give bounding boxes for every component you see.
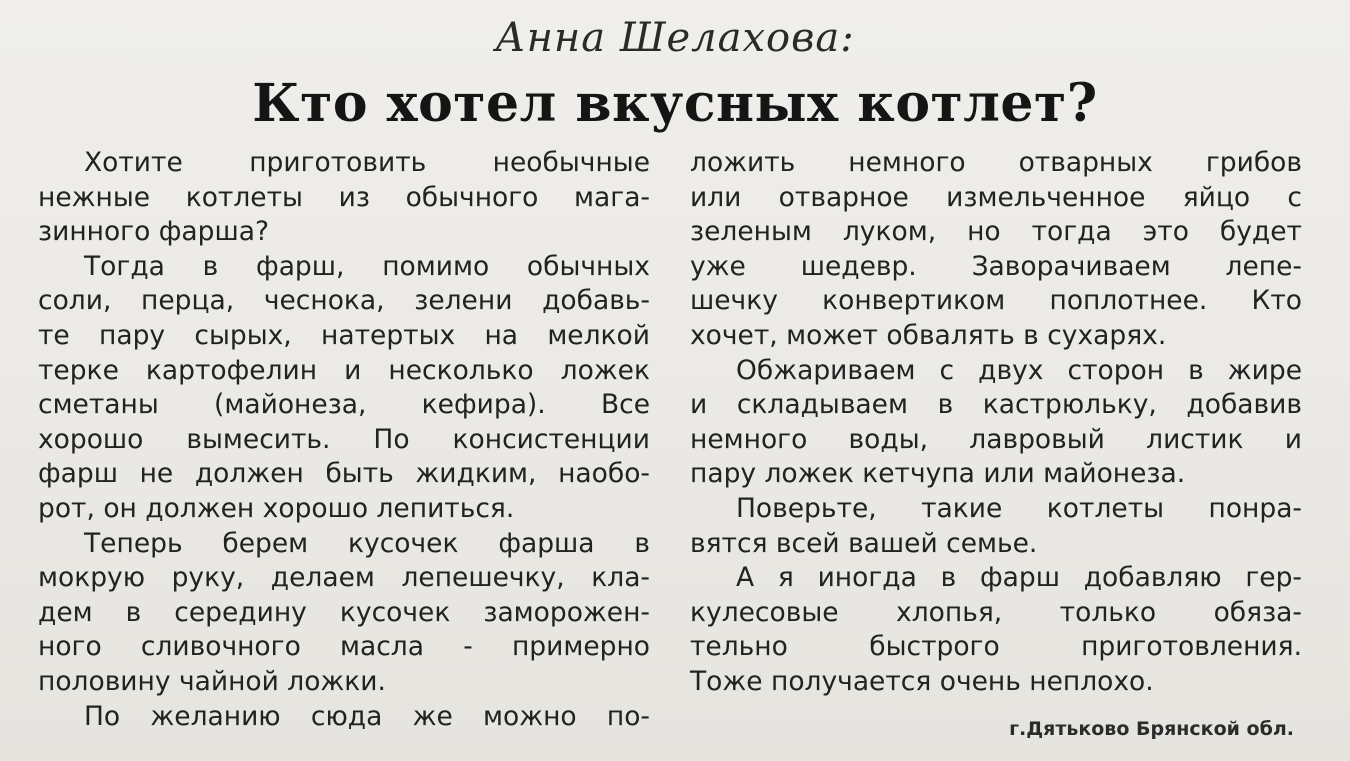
text-line: ложить немного отварных грибов	[690, 147, 1302, 178]
text-line: сметаны (майонеза, кефира). Все	[38, 389, 650, 421]
text-line: дем в середину кусочек заморожен-	[38, 596, 650, 628]
article-source-location: г.Дятьково Брянской обл.	[1009, 718, 1294, 740]
text-line: Тогда в фарш, помимо обычных	[84, 250, 650, 282]
text-line: Хотите приготовить необычные	[84, 147, 650, 178]
text-line: рот, он должен хорошо лепиться.	[38, 492, 515, 524]
text-line: те пару сырых, натертых на мелкой	[38, 319, 650, 351]
text-line: зинного фарша?	[38, 216, 270, 248]
text-line: мокрую руку, делаем лепешечку, кла-	[38, 562, 650, 594]
text-line: шечку конвертиком поплотнее. Кто	[690, 285, 1302, 317]
text-line: и складываем в кастрюльку, добавив	[690, 389, 1302, 421]
text-line: нежные котлеты из обычного мага-	[38, 181, 650, 213]
text-line: Тоже получается очень неплохо.	[690, 665, 1154, 697]
text-line: уже шедевр. Заворачиваем лепе-	[690, 250, 1302, 282]
text-line: ного сливочного масла - примерно	[38, 631, 650, 663]
text-line: фарш не должен быть жидким, наобо-	[38, 458, 650, 490]
text-line: или отварное измельченное яйцо с	[690, 181, 1302, 213]
text-line: тельно быстрого приготовления.	[690, 631, 1302, 663]
text-line: пару ложек кетчупа или майонеза.	[690, 458, 1186, 490]
text-line: хорошо вымесить. По консистенции	[38, 423, 650, 455]
article-headline: Кто хотел вкусных котлет?	[252, 73, 1098, 134]
text-line: Поверьте, такие котлеты понра-	[736, 492, 1302, 524]
article-column-left	[38, 146, 650, 734]
text-line: По желанию сюда же можно по-	[84, 700, 650, 732]
text-line: Обжариваем с двух сторон в жире	[736, 354, 1302, 386]
text-line: соли, перца, чеснока, зелени добавь-	[38, 285, 650, 317]
text-line: вятся всей вашей семье.	[690, 527, 1038, 559]
text-line: кулесовые хлопья, только обяза-	[690, 596, 1302, 628]
text-line: А я иногда в фарш добавляю гер-	[736, 562, 1302, 594]
text-line: терке картофелин и несколько ложек	[38, 354, 650, 386]
text-line: зеленым луком, но тогда это будет	[690, 216, 1302, 248]
author-name: Анна Шелахова:	[495, 15, 855, 61]
text-line: половину чайной ложки.	[38, 665, 386, 697]
article-column-right	[690, 146, 1302, 700]
text-line: хочет, может обвалять в сухарях.	[690, 319, 1167, 351]
text-line: Теперь берем кусочек фарша в	[84, 527, 650, 559]
text-line: немного воды, лавровый листик и	[690, 423, 1302, 455]
